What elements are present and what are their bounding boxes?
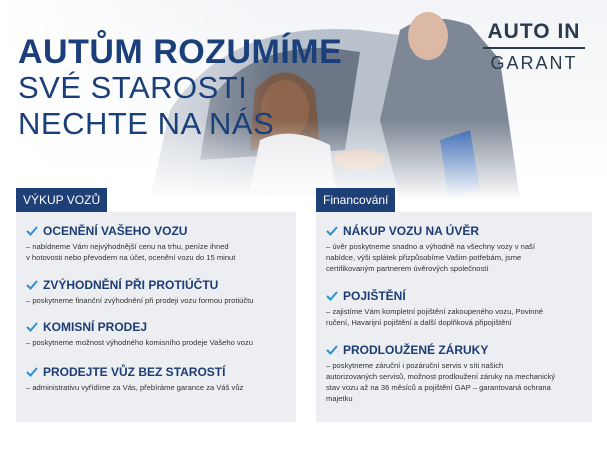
item-desc-line: – poskytneme finanční zvýhodnění při prodeji vozu formou protiúčtu bbox=[26, 296, 254, 305]
item-title: ZVÝHODNĚNÍ PŘI PROTIÚČTU bbox=[43, 278, 219, 292]
panel-financovani bbox=[316, 212, 592, 422]
headline-line-3: NECHTE NA NÁS bbox=[18, 106, 275, 141]
item-desc-line: ručení, Havarijní pojištění a další doplňková připojištění bbox=[326, 318, 512, 327]
check-icon bbox=[326, 345, 338, 355]
check-icon bbox=[326, 226, 338, 236]
item-title: OCENĚNÍ VAŠEHO VOZU bbox=[43, 224, 188, 238]
check-icon bbox=[26, 367, 38, 377]
item-desc-line: – poskytneme záruční i pozáruční servis v síti našich bbox=[326, 361, 504, 370]
item-desc-line: autorizovaných servisů, možnost prodloužení záruky na mechanický bbox=[326, 372, 556, 381]
item-title: POJIŠTĚNÍ bbox=[343, 289, 406, 303]
item-title: KOMISNÍ PRODEJ bbox=[43, 320, 148, 334]
auto-in-garant-logo bbox=[479, 20, 589, 74]
headline-line-2: SVÉ STAROSTI bbox=[18, 70, 248, 105]
check-icon bbox=[26, 322, 38, 332]
check-icon bbox=[326, 291, 338, 301]
list-item bbox=[26, 224, 235, 263]
item-desc-line: majetku bbox=[326, 394, 353, 403]
item-desc-line: v hotovosti nebo převodem na účet, ocenění vozu do 15 minut bbox=[26, 253, 236, 262]
check-icon bbox=[26, 280, 38, 290]
headline-line-1: AUTŮM ROZUMÍME bbox=[18, 33, 343, 71]
hero-banner bbox=[0, 0, 607, 200]
check-icon bbox=[26, 226, 38, 236]
item-desc-line: – poskytneme možnost výhodného komisního prodeje Vašeho vozu bbox=[26, 338, 253, 347]
panel-vykup-vozu bbox=[16, 212, 296, 422]
list-item bbox=[326, 343, 555, 404]
item-desc-line: stav vozu až na 36 měsíců a pojištění GAP – garantovaná ochrana bbox=[326, 383, 551, 392]
list-item bbox=[26, 365, 243, 393]
list-item bbox=[26, 278, 254, 306]
tab-vykup-vozu: VÝKUP VOZŮ bbox=[16, 188, 107, 212]
item-title: PRODEJTE VŮZ BEZ STAROSTÍ bbox=[43, 365, 226, 379]
list-item bbox=[326, 289, 543, 328]
list-item bbox=[326, 224, 535, 274]
logo-bottom-text: GARANT bbox=[490, 53, 578, 73]
item-desc-line: certifikovaným partnerem úvěrových společností bbox=[326, 264, 489, 273]
item-title: NÁKUP VOZU NA ÚVĚR bbox=[343, 224, 480, 238]
item-desc-line: – úvěr poskytneme snadno a výhodně na všechny vozy v naší bbox=[326, 242, 535, 251]
tab-financovani: Financování bbox=[316, 188, 395, 212]
item-desc-line: – nabídneme Vám nejvýhodnější cenu na trhu, peníze ihned bbox=[26, 242, 229, 251]
logo-top-text: AUTO IN bbox=[487, 20, 581, 43]
item-desc-line: – zajistíme Vám kompletní pojištění zakoupeného vozu, Povinné bbox=[326, 307, 543, 316]
logo-divider bbox=[483, 47, 585, 49]
item-desc-line: – administrativu vyřídíme za Vás, přebíráme garance za Váš vůz bbox=[26, 383, 244, 392]
headline bbox=[18, 34, 342, 142]
item-desc-line: nabídce, výši splátek přizpůsobíme Vašim potřebám, jsme bbox=[326, 253, 522, 262]
list-item bbox=[26, 320, 253, 348]
item-title: PRODLOUŽENÉ ZÁRUKY bbox=[343, 343, 489, 357]
